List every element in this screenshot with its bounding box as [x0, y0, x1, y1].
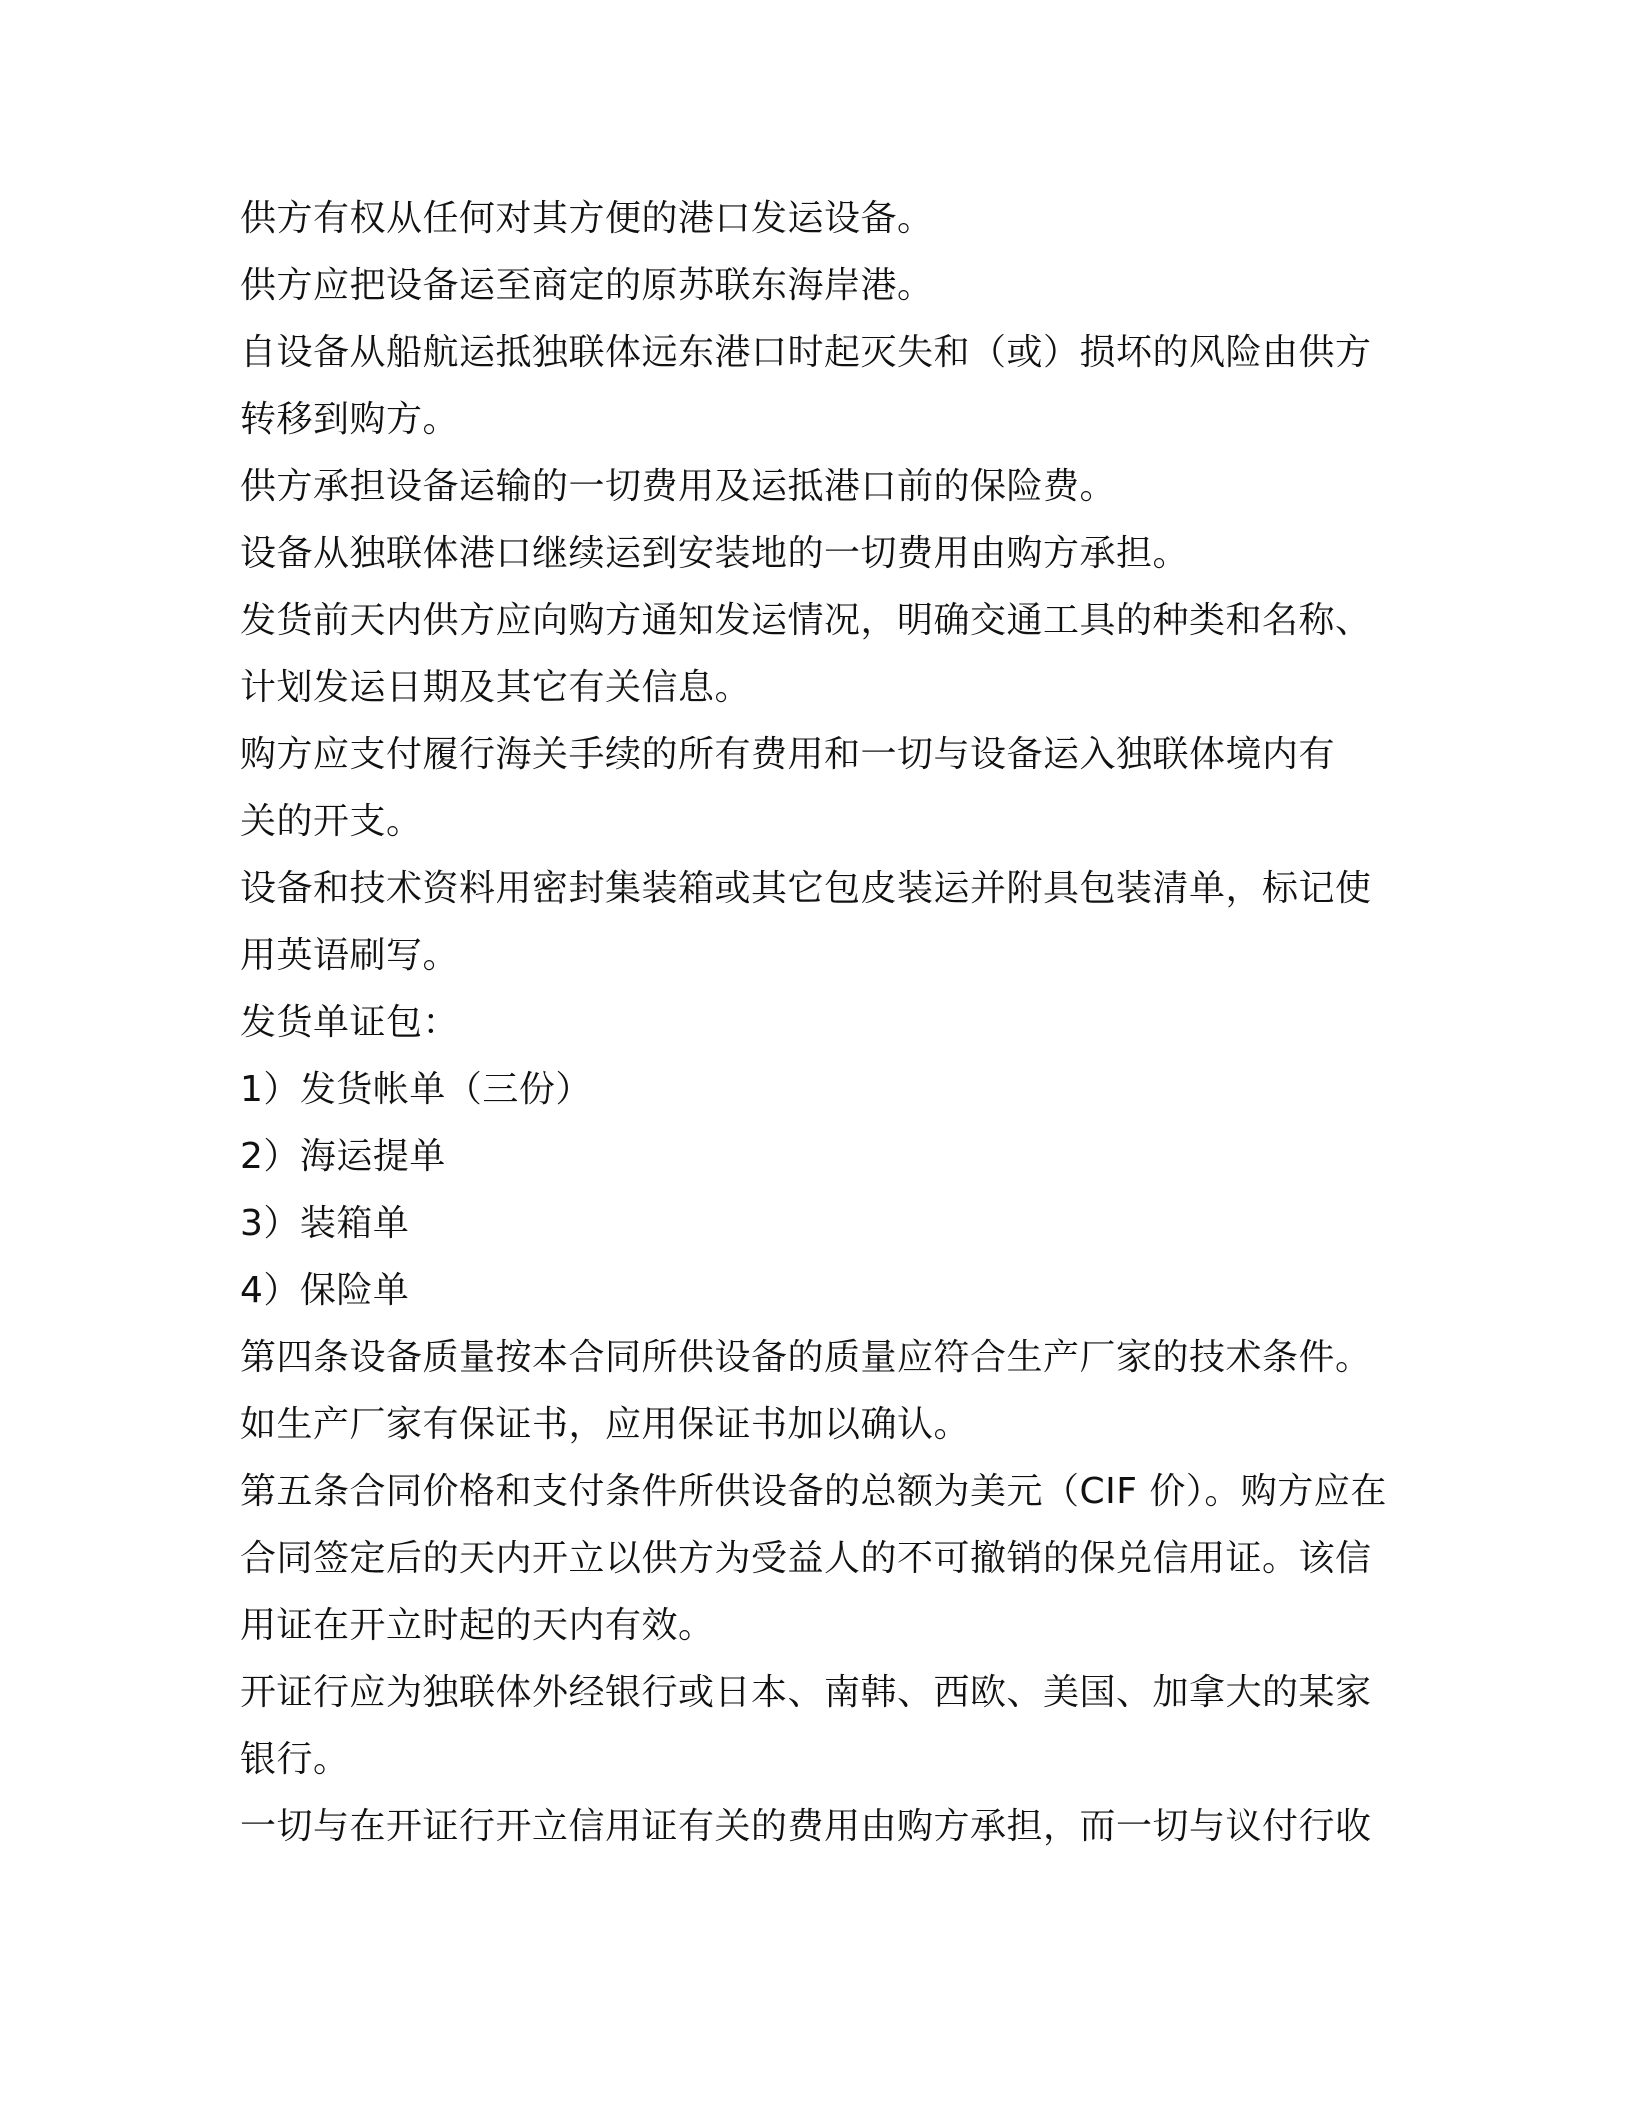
text-line: 开证行应为独联体外经银行或日本、南韩、西欧、美国、加拿大的某家	[240, 1672, 1372, 1713]
text-line: 自设备从船航运抵独联体远东港口时起灭失和（或）损坏的风险由供方	[240, 332, 1372, 373]
text-line: 第五条合同价格和支付条件所供设备的总额为美元（CIF 价）。购方应在	[240, 1471, 1387, 1512]
text-line: 发货前天内供方应向购方通知发运情况，明确交通工具的种类和名称、	[240, 600, 1372, 641]
list-item: 1）发货帐单（三份）	[240, 1069, 592, 1110]
text-line: 设备从独联体港口继续运到安装地的一切费用由购方承担。	[240, 533, 1190, 574]
text-line: 如生产厂家有保证书，应用保证书加以确认。	[240, 1404, 971, 1445]
list-item: 3）装箱单	[240, 1203, 410, 1244]
text-line: 一切与在开证行开立信用证有关的费用由购方承担，而一切与议付行收	[240, 1806, 1372, 1847]
text-line: 合同签定后的天内开立以供方为受益人的不可撤销的保兑信用证。该信	[240, 1538, 1372, 1579]
list-item: 2）海运提单	[240, 1136, 446, 1177]
text-line: 供方承担设备运输的一切费用及运抵港口前的保险费。	[240, 466, 1117, 507]
text-line: 计划发运日期及其它有关信息。	[240, 667, 752, 708]
text-line: 供方应把设备运至商定的原苏联东海岸港。	[240, 265, 934, 306]
text-line: 供方有权从任何对其方便的港口发运设备。	[240, 198, 934, 239]
text-line: 用英语刷写。	[240, 935, 460, 976]
text-line: 设备和技术资料用密封集装箱或其它包皮装运并附具包装清单，标记使	[240, 868, 1372, 909]
section-heading: 发货单证包：	[240, 1002, 460, 1043]
text-line: 关的开支。	[240, 801, 423, 842]
text-line: 用证在开立时起的天内有效。	[240, 1605, 715, 1646]
list-item: 4）保险单	[240, 1270, 410, 1311]
text-line: 第四条设备质量按本合同所供设备的质量应符合生产厂家的技术条件。	[240, 1337, 1372, 1378]
document-body	[240, 185, 1400, 1860]
text-line: 购方应支付履行海关手续的所有费用和一切与设备运入独联体境内有	[240, 734, 1336, 775]
text-line: 转移到购方。	[240, 399, 460, 440]
text-line: 银行。	[240, 1739, 350, 1780]
